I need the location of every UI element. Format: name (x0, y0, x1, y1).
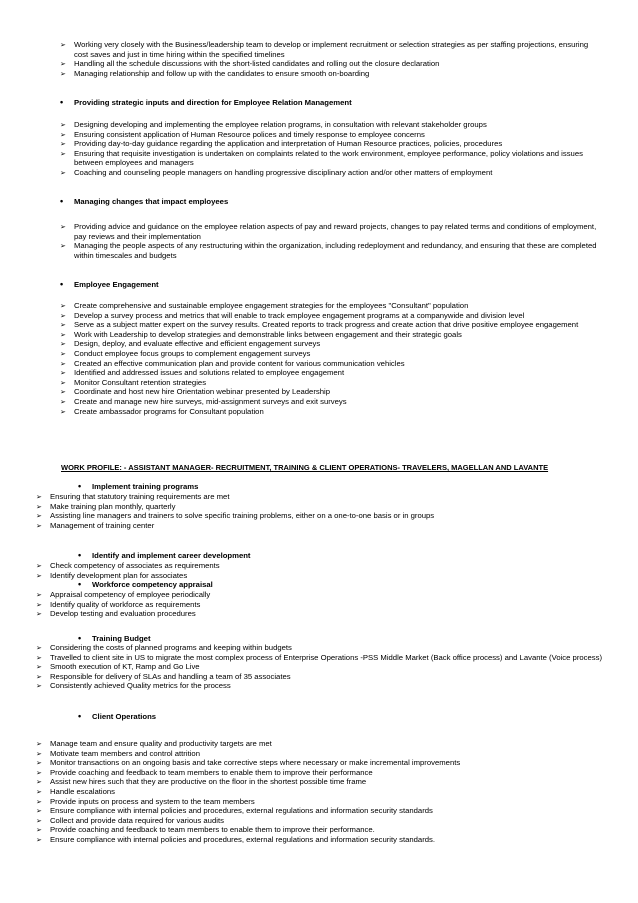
bullet-list (60, 120, 604, 178)
list-item-text: Training Budget (92, 634, 151, 643)
bullet-list (36, 643, 604, 691)
list-item (60, 397, 604, 407)
round-bullet-icon (78, 712, 88, 722)
list-item-text: Providing advice and guidance on the employee relation aspects of pay and reward projects, changes to pay related terms and conditions of employment, pay reviews and their implementation (74, 222, 597, 241)
list-item-text: Handling all the schedule discussions with the short-listed candidates and rolling out the closure declaration (74, 59, 440, 69)
bullet-list (36, 492, 604, 530)
list-item (36, 825, 604, 835)
list-item (36, 835, 604, 845)
list-item (36, 816, 604, 826)
list-item (36, 806, 604, 816)
list-item-text: Workforce competency appraisal (92, 580, 213, 589)
arrow-bullet-icon (36, 521, 46, 532)
list-item (36, 609, 604, 619)
list-item (60, 339, 604, 349)
round-bullet-icon (60, 197, 70, 207)
list-item (36, 521, 604, 531)
list-item (60, 330, 604, 340)
list-item (60, 311, 604, 321)
list-item-text: Managing changes that impact employees (74, 197, 229, 206)
list-item (36, 758, 604, 768)
list-item-text: Designing developing and implementing the employee relation programs, in consultation with relevant stakeholder groups (74, 120, 487, 129)
bullet-list (60, 222, 604, 260)
section-heading-list (60, 98, 604, 108)
bullet-list (36, 739, 604, 845)
section-heading (78, 482, 604, 492)
list-item-text: Serve as a subject matter expert on the survey results. Created reports to track progress and create action that drive positive employee engagement (74, 320, 579, 330)
arrow-bullet-icon (60, 407, 70, 418)
list-item-text: Client Operations (92, 712, 157, 721)
list-item (36, 653, 604, 663)
list-item-text: Collect and provide data required for various audits (50, 815, 224, 825)
section-heading (60, 280, 604, 290)
section-heading-list (78, 551, 604, 561)
section-heading-list (78, 580, 604, 590)
list-item (60, 130, 604, 140)
list-item (60, 149, 604, 168)
round-bullet-icon (78, 580, 88, 590)
list-item (60, 368, 604, 378)
list-item-text: Manage team and ensure quality and productivity targets are met (50, 739, 272, 748)
list-item (60, 120, 604, 130)
list-item-text: Considering the costs of planned programs and keeping within budgets (50, 643, 292, 652)
list-item-text: Assist new hires such that they are productive on the floor in the shortest possible time frame (50, 777, 367, 787)
bullet-list (36, 590, 604, 619)
section-heading-list (60, 197, 604, 207)
list-item (36, 590, 604, 600)
list-item-text: Motivate team members and control attrition (50, 748, 200, 758)
list-item-text: Design, deploy, and evaluate effective and efficient engagement surveys (74, 339, 321, 349)
list-item-text: Conduct employee focus groups to complement engagement surveys (74, 348, 311, 358)
list-item (36, 749, 604, 759)
list-item-text: Consistently achieved Quality metrics for the process (50, 681, 231, 691)
list-item (60, 320, 604, 330)
list-item (36, 739, 604, 749)
list-item-text: Work with Leadership to develop strategies and demonstrable links between engagement and their strategic goals (74, 329, 462, 339)
list-item (36, 502, 604, 512)
list-item-text: Created an effective communication plan and provide content for various communication vehicles (74, 358, 405, 368)
bullet-list (60, 40, 604, 78)
arrow-bullet-icon (36, 681, 46, 692)
arrow-bullet-icon (60, 40, 70, 51)
list-item-text: Responsible for delivery of SLAs and handling a team of 35 associates (50, 671, 291, 681)
list-item (36, 777, 604, 787)
list-item-text: Monitor transactions on an ongoing basis and take corrective steps where necessary or make incremental improvements (50, 758, 461, 768)
arrow-bullet-icon (60, 149, 70, 160)
work-profile-heading: WORK PROFILE: - ASSISTANT MANAGER- RECRUITMENT, TRAINING & CLIENT OPERATIONS- TRAVELERS, MAGELLAN AND LAVANTE (61, 463, 549, 472)
list-item-text: Providing day-to-day guidance regarding the application and interpretation of Human Resource practices, policies, procedures (74, 139, 503, 149)
list-item-text: Make training plan monthly, quarterly (50, 501, 176, 511)
round-bullet-icon (78, 551, 88, 561)
list-item (36, 662, 604, 672)
list-item-text: Ensure compliance with internal policies and procedures, external regulations and information security standards. (50, 834, 436, 844)
list-item-text: Create ambassador programs for Consultant population (74, 406, 264, 416)
list-item (60, 378, 604, 388)
list-item-text: Create comprehensive and sustainable employee engagement strategies for the employees "Consultant" population (74, 301, 469, 310)
list-item (60, 359, 604, 369)
list-item-text: Identify and implement career development (92, 551, 251, 560)
list-item (60, 69, 604, 79)
list-item-text: Assisting line managers and trainers to solve specific training problems, either on a one-to-one basis or in groups (50, 511, 435, 521)
list-item (36, 768, 604, 778)
list-item-text: Ensure compliance with internal policies and procedures, external regulations and information security standards (50, 806, 433, 816)
section-heading-list (78, 712, 604, 722)
list-item (60, 349, 604, 359)
list-item-text: Provide coaching and feedback to team members to enable them to improve their performance. (50, 825, 375, 835)
list-item-text: Coordinate and host new hire Orientation webinar presented by Leadership (74, 387, 330, 397)
list-item (36, 643, 604, 653)
arrow-bullet-icon (60, 241, 70, 252)
round-bullet-icon (78, 482, 88, 492)
arrow-bullet-icon (36, 609, 46, 620)
list-item-text: Providing strategic inputs and direction for Employee Relation Management (74, 98, 352, 107)
list-item (36, 681, 604, 691)
list-item-text: Ensuring that requisite investigation is undertaken on complaints related to the work environment, employee performance, policy violations and issues between employees and managers (74, 148, 583, 168)
section-heading (78, 551, 604, 561)
list-item (60, 168, 604, 178)
list-item-text: Identify development plan for associates (50, 570, 188, 580)
list-item-text: Provide inputs on process and system to the team members (50, 796, 255, 806)
list-item (36, 492, 604, 502)
round-bullet-icon (60, 280, 70, 290)
list-item-text: Smooth execution of KT, Ramp and Go Live (50, 662, 200, 672)
list-item (60, 241, 604, 260)
bullet-list (60, 301, 604, 416)
list-item-text: Monitor Consultant retention strategies (74, 377, 207, 387)
list-item-text: Appraisal competency of employee periodically (50, 590, 211, 599)
list-item-text: Identified and addressed issues and solutions related to employee engagement (74, 368, 345, 378)
list-item-text: Management of training center (50, 520, 155, 530)
list-item-text: Managing relationship and follow up with the candidates to ensure smooth on-boarding (74, 68, 370, 78)
list-item (36, 797, 604, 807)
section-heading (78, 580, 604, 590)
list-item (60, 139, 604, 149)
list-item-text: Identify quality of workforce as requirements (50, 599, 201, 609)
list-item (60, 59, 604, 69)
list-item-text: Travelled to client site in US to migrate the most complex process of Enterprise Operations -PSS Middle Market (Back office process) and Lavante (Voice process) (50, 652, 603, 662)
arrow-bullet-icon (36, 835, 46, 846)
list-item-text: Employee Engagement (74, 280, 159, 289)
list-item (36, 511, 604, 521)
list-item-text: Coaching and counseling people managers on handling progressive disciplinary action and/or other matters of employment (74, 167, 493, 177)
section-heading-list (60, 280, 604, 290)
arrow-bullet-icon (60, 222, 70, 233)
list-item (60, 222, 604, 241)
list-item-text: Ensuring consistent application of Human Resource polices and timely response to employee concerns (74, 129, 425, 139)
list-item-text: Working very closely with the Business/leadership team to develop or implement recruitment or selection strategies as per staffing projections, ensuring cost saves and just in time hiring within the specified timelines (74, 40, 589, 59)
list-item (36, 672, 604, 682)
list-item-text: Provide coaching and feedback to team members to enable them to improve their performance (50, 767, 373, 777)
list-item-text: Managing the people aspects of any restructuring within the organization, including redeployment and redundancy, and ensuring that these are completed within timescales and budgets (74, 241, 597, 260)
list-item-text: Ensuring that statutory training requirements are met (50, 492, 230, 501)
list-item (60, 387, 604, 397)
section-heading (60, 197, 604, 207)
section-heading-list (78, 482, 604, 492)
arrow-bullet-icon (60, 168, 70, 179)
round-bullet-icon (60, 98, 70, 108)
list-item (36, 561, 604, 571)
list-item-text: Implement training programs (92, 482, 199, 491)
list-item (36, 571, 604, 581)
list-item (60, 407, 604, 417)
list-item-text: Handle escalations (50, 786, 115, 796)
bullet-list (36, 561, 604, 580)
section-heading (78, 712, 604, 722)
list-item (60, 40, 604, 59)
list-item (60, 301, 604, 311)
section-heading (60, 98, 604, 108)
list-item-text: Develop a survey process and metrics that will enable to track employee engagement programs at a companywide and division level (74, 310, 525, 320)
list-item-text: Develop testing and evaluation procedures (50, 609, 196, 619)
arrow-bullet-icon (60, 69, 70, 80)
arrow-bullet-icon (36, 571, 46, 582)
list-item (36, 600, 604, 610)
list-item (36, 787, 604, 797)
list-item-text: Create and manage new hire surveys, mid-assignment surveys and exit surveys (74, 396, 347, 406)
list-item-text: Check competency of associates as requirements (50, 561, 220, 570)
